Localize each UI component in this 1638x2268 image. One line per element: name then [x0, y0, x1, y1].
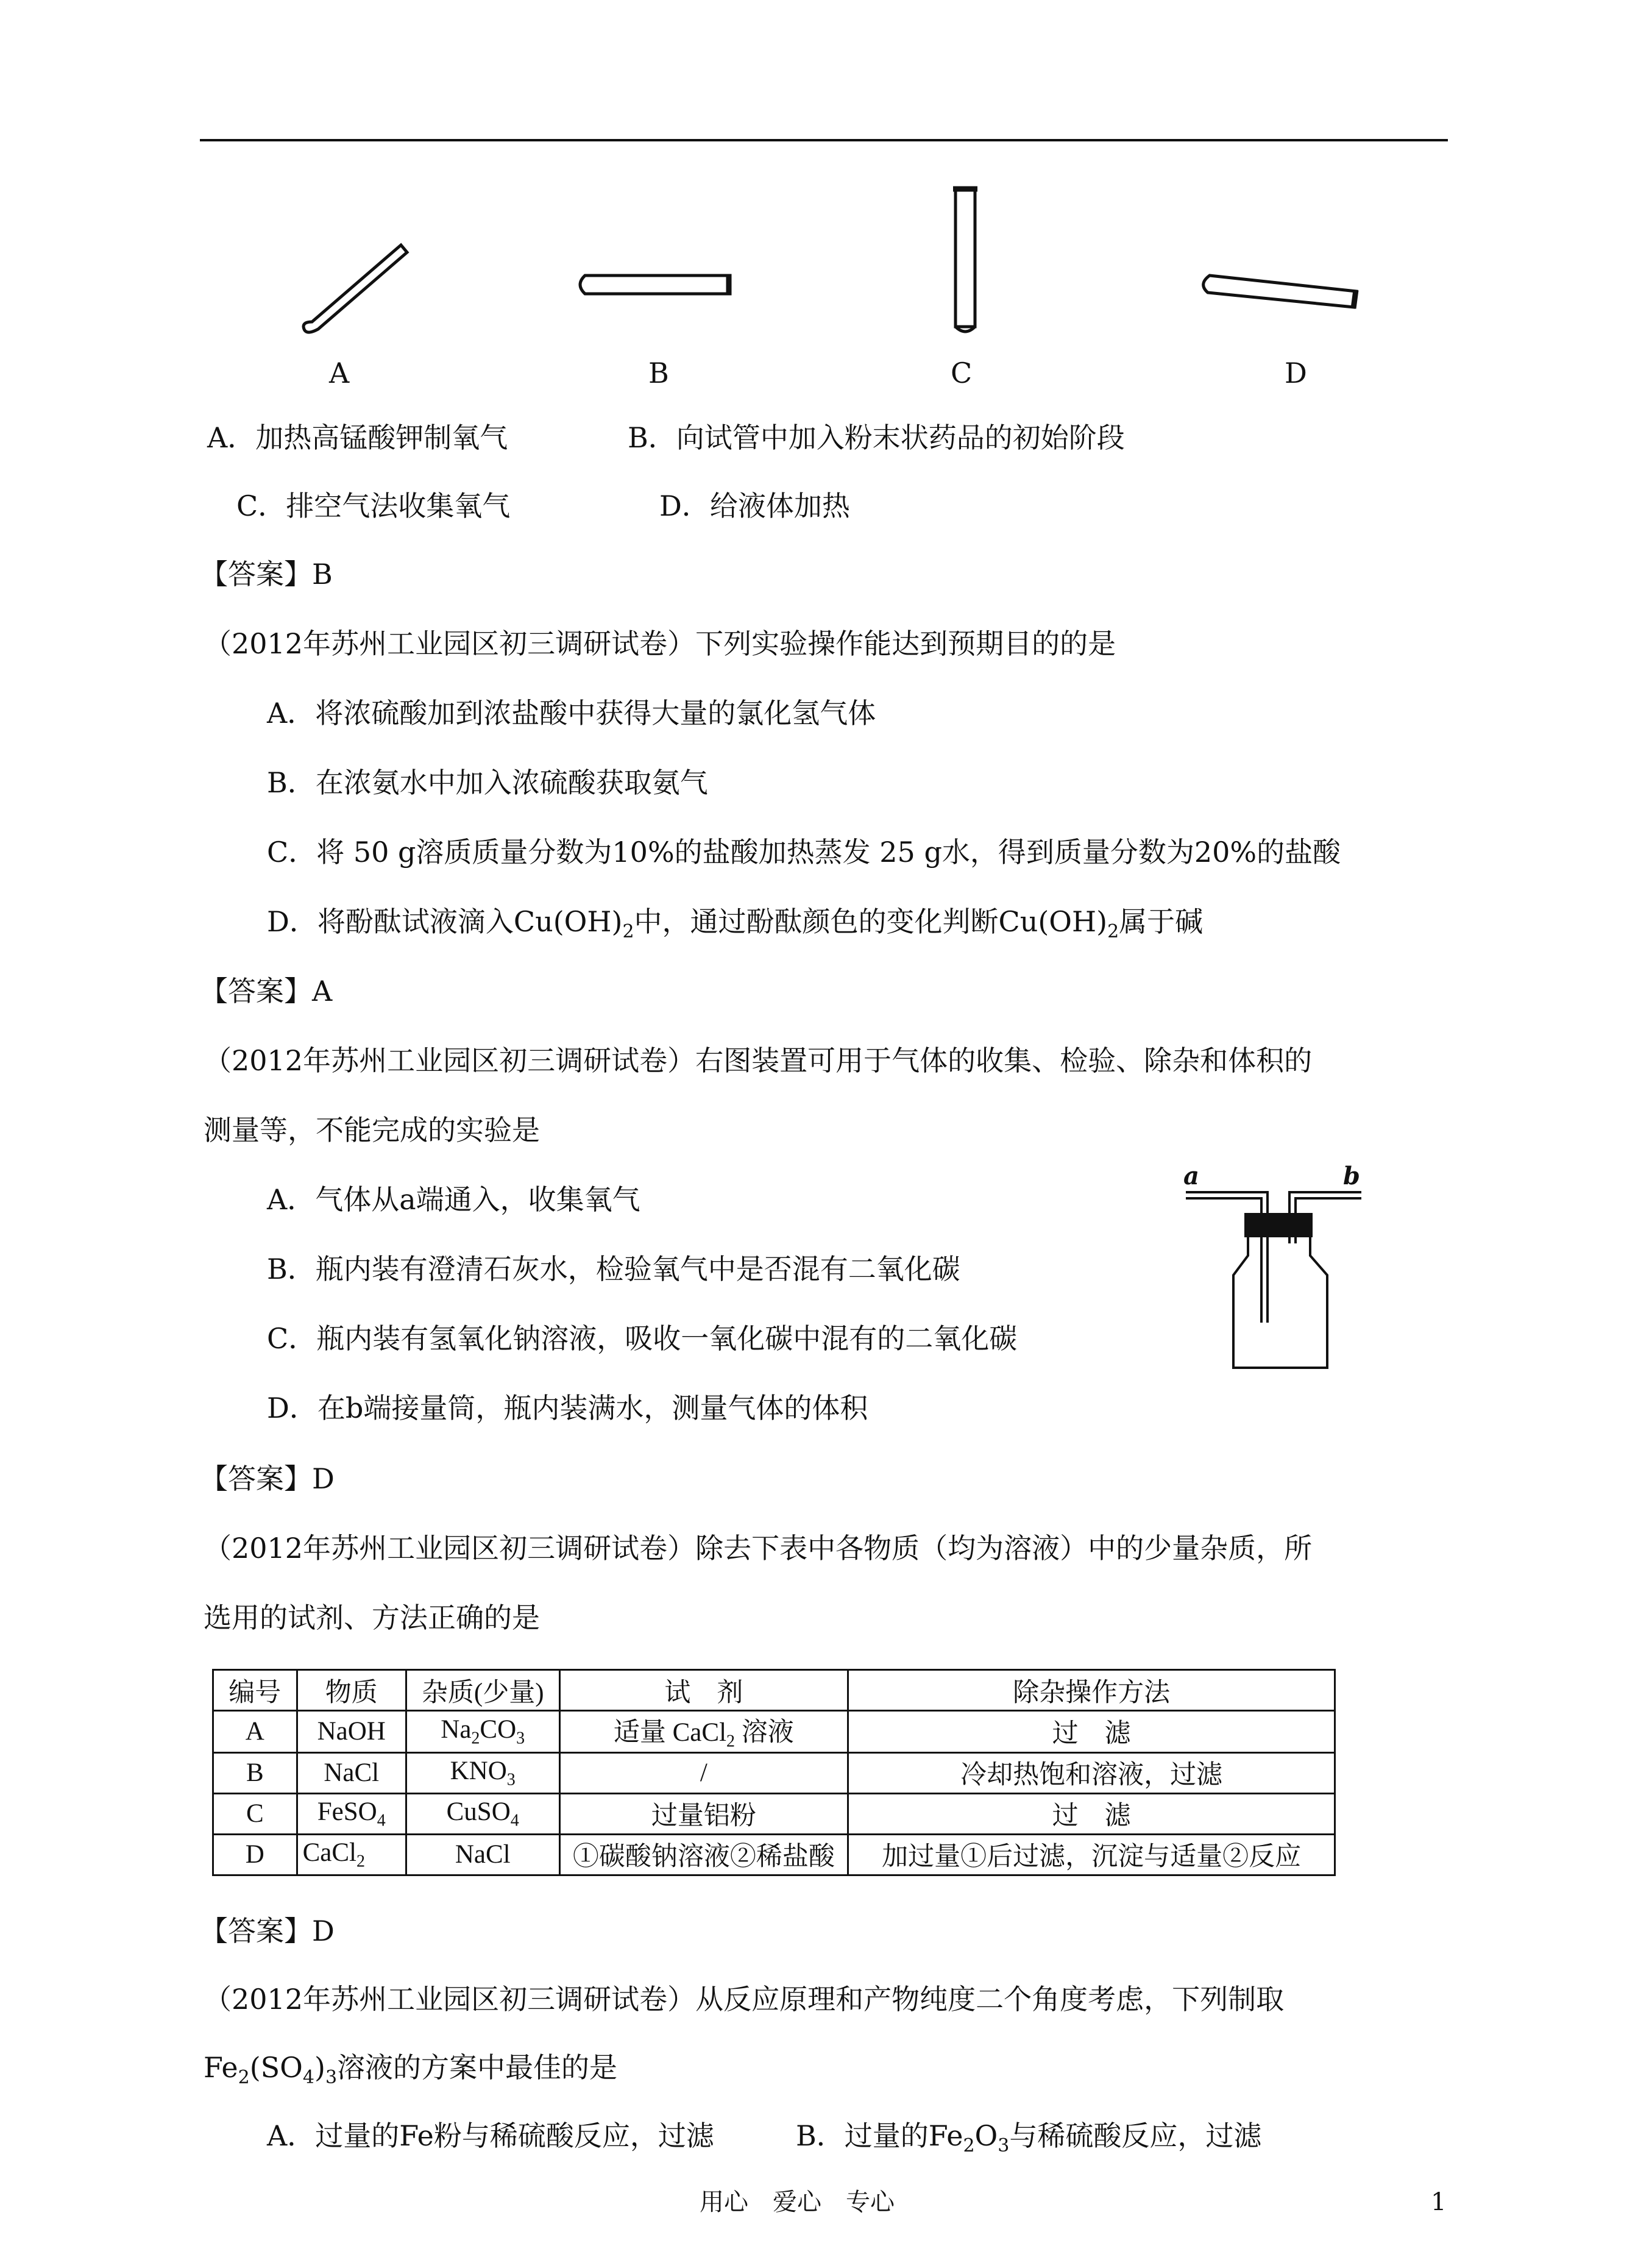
table-header: 试 剂	[559, 1670, 848, 1711]
q1-option-b: B．向试管中加入粉末状药品的初始阶段	[628, 421, 1125, 454]
table-cell: /	[559, 1752, 848, 1793]
table-cell	[559, 1711, 848, 1753]
subscript: 2	[238, 2067, 250, 2089]
header-rule	[200, 139, 1448, 141]
q5-stem-line2	[204, 2049, 617, 2096]
table-cell: NaCl	[297, 1752, 406, 1793]
q4-stem-line1: （2012年苏州工业园区初三调研试卷）除去下表中各物质（均为溶液）中的少量杂质，所	[204, 1532, 1313, 1565]
table-header: 除杂操作方法	[848, 1670, 1335, 1711]
q4-answer: 【答案】D	[200, 1914, 335, 1947]
subscript: 2	[726, 1732, 736, 1751]
page-number: 1	[1431, 2188, 1447, 2216]
table-cell: D	[213, 1834, 297, 1875]
formula-text: 适量 CaCl	[613, 1718, 727, 1747]
test-tube-a	[303, 245, 407, 332]
formula-text: 与稀硫酸反应，过滤	[1009, 2119, 1262, 2152]
q2-option-b: B．在浓氨水中加入浓硫酸获取氨气	[267, 766, 708, 799]
test-tube-d	[1204, 276, 1356, 308]
subscript: 2	[622, 921, 634, 943]
q2-option-d-text: D．将酚酞试液滴入Cu(OH)	[267, 905, 623, 938]
table-cell: A	[213, 1711, 297, 1753]
table-row	[213, 1752, 1335, 1793]
subscript: 3	[506, 1770, 516, 1790]
formula-text: CO	[480, 1715, 517, 1744]
table-cell: 加过量①后过滤，沉淀与适量②反应	[848, 1834, 1335, 1875]
table-cell: ①碳酸钠溶液②稀盐酸	[559, 1834, 848, 1875]
q3-option-c: C．瓶内装有氢氧化钠溶液，吸收一氧化碳中混有的二氧化碳	[267, 1322, 1018, 1355]
table-cell	[406, 1793, 559, 1834]
q1-option-c: C．排空气法收集氧气	[236, 489, 511, 522]
q2-option-d-text: 属于碱	[1119, 905, 1204, 938]
table-cell: NaCl	[406, 1834, 559, 1875]
tube-label-a: A	[329, 357, 350, 389]
q2-option-d	[267, 903, 1203, 950]
table-cell: 过量铝粉	[559, 1793, 848, 1834]
test-tube-figure	[286, 177, 1371, 396]
table-header-row	[213, 1670, 1335, 1711]
subscript: 4	[510, 1811, 519, 1830]
table-cell: B	[213, 1752, 297, 1793]
q3-option-d: D．在b端接量筒，瓶内装满水，测量气体的体积	[267, 1392, 868, 1424]
subscript: 2	[963, 2135, 975, 2157]
table-header: 杂质(少量)	[406, 1670, 559, 1711]
q1-option-d: D．给液体加热	[659, 489, 850, 522]
table-cell	[297, 1834, 406, 1875]
table-cell	[297, 1793, 406, 1834]
subscript: 2	[1107, 921, 1119, 943]
tube-label-b: B	[648, 357, 669, 389]
formula-text: Fe	[204, 2051, 238, 2084]
footer-motto: 用心 爱心 专心	[700, 2188, 895, 2216]
table-header: 物质	[297, 1670, 406, 1711]
subscript: 2	[356, 1852, 365, 1871]
gas-bottle-apparatus	[1170, 1158, 1377, 1378]
formula-text: 溶液	[735, 1718, 794, 1747]
formula-text: 溶液的方案中最佳的是	[337, 2051, 618, 2084]
subscript: 3	[516, 1729, 525, 1748]
table-cell: C	[213, 1793, 297, 1834]
bottle-label-b: b	[1343, 1162, 1360, 1190]
test-tube-c	[953, 189, 977, 332]
table-cell: NaOH	[297, 1711, 406, 1753]
formula-text: KNO	[450, 1756, 507, 1785]
table-row	[213, 1711, 1335, 1753]
formula-text: )	[314, 2051, 325, 2084]
q2-stem: （2012年苏州工业园区初三调研试卷）下列实验操作能达到预期目的的是	[204, 627, 1116, 660]
subscript: 4	[302, 2067, 314, 2089]
q2-answer: 【答案】A	[200, 975, 333, 1008]
table-row	[213, 1793, 1335, 1834]
subscript: 2	[471, 1729, 480, 1748]
subscript: 3	[998, 2135, 1010, 2157]
table-header: 编号	[213, 1670, 297, 1711]
table-cell: 冷却热饱和溶液，过滤	[848, 1752, 1335, 1793]
table-cell: 过 滤	[848, 1711, 1335, 1753]
formula-text: CuSO	[446, 1797, 511, 1826]
table-cell	[406, 1752, 559, 1793]
q2-option-d-text: 中，通过酚酞颜色的变化判断Cu(OH)	[634, 905, 1108, 938]
q5-stem-line1: （2012年苏州工业园区初三调研试卷）从反应原理和产物纯度二个角度考虑，下列制取	[204, 1983, 1285, 2016]
q5-option-b	[796, 2117, 1261, 2164]
tube-label-d: D	[1285, 357, 1307, 389]
test-tube-b	[580, 274, 730, 295]
tube-label-c: C	[951, 357, 973, 389]
q3-answer: 【答案】D	[200, 1462, 335, 1495]
table-row	[213, 1834, 1335, 1875]
q4-stem-line2: 选用的试剂、方法正确的是	[204, 1601, 540, 1634]
table-cell: 过 滤	[848, 1793, 1335, 1834]
formula-text: B．过量的Fe	[796, 2119, 963, 2152]
q5-option-a: A．过量的Fe粉与稀硫酸反应，过滤	[267, 2119, 714, 2152]
q3-option-b: B．瓶内装有澄清石灰水，检验氧气中是否混有二氧化碳	[267, 1253, 960, 1285]
formula-text: Na	[441, 1715, 472, 1744]
table-cell	[406, 1711, 559, 1753]
bottle-label-a: a	[1183, 1162, 1199, 1190]
formula-text: (SO	[249, 2051, 303, 2084]
formula-text: CaCl	[302, 1838, 356, 1867]
q2-option-a: A．将浓硫酸加到浓盐酸中获得大量的氯化氢气体	[267, 697, 876, 730]
q3-stem-line2: 测量等，不能完成的实验是	[204, 1114, 540, 1146]
formula-text: FeSO	[317, 1797, 377, 1826]
formula-text: O	[974, 2119, 998, 2152]
q1-answer: 【答案】B	[200, 558, 333, 591]
q2-option-c: C．将 50 g溶质质量分数为10%的盐酸加热蒸发 25 g水，得到质量分数为20%的盐酸	[267, 836, 1341, 869]
q3-stem-line1: （2012年苏州工业园区初三调研试卷）右图装置可用于气体的收集、检验、除杂和体积的	[204, 1044, 1313, 1077]
impurity-table	[212, 1669, 1336, 1876]
q1-option-a: A．加热高锰酸钾制氧气	[207, 421, 508, 454]
subscript: 4	[377, 1811, 386, 1830]
subscript: 3	[325, 2067, 338, 2089]
q3-option-a: A．气体从a端通入，收集氧气	[267, 1183, 640, 1216]
